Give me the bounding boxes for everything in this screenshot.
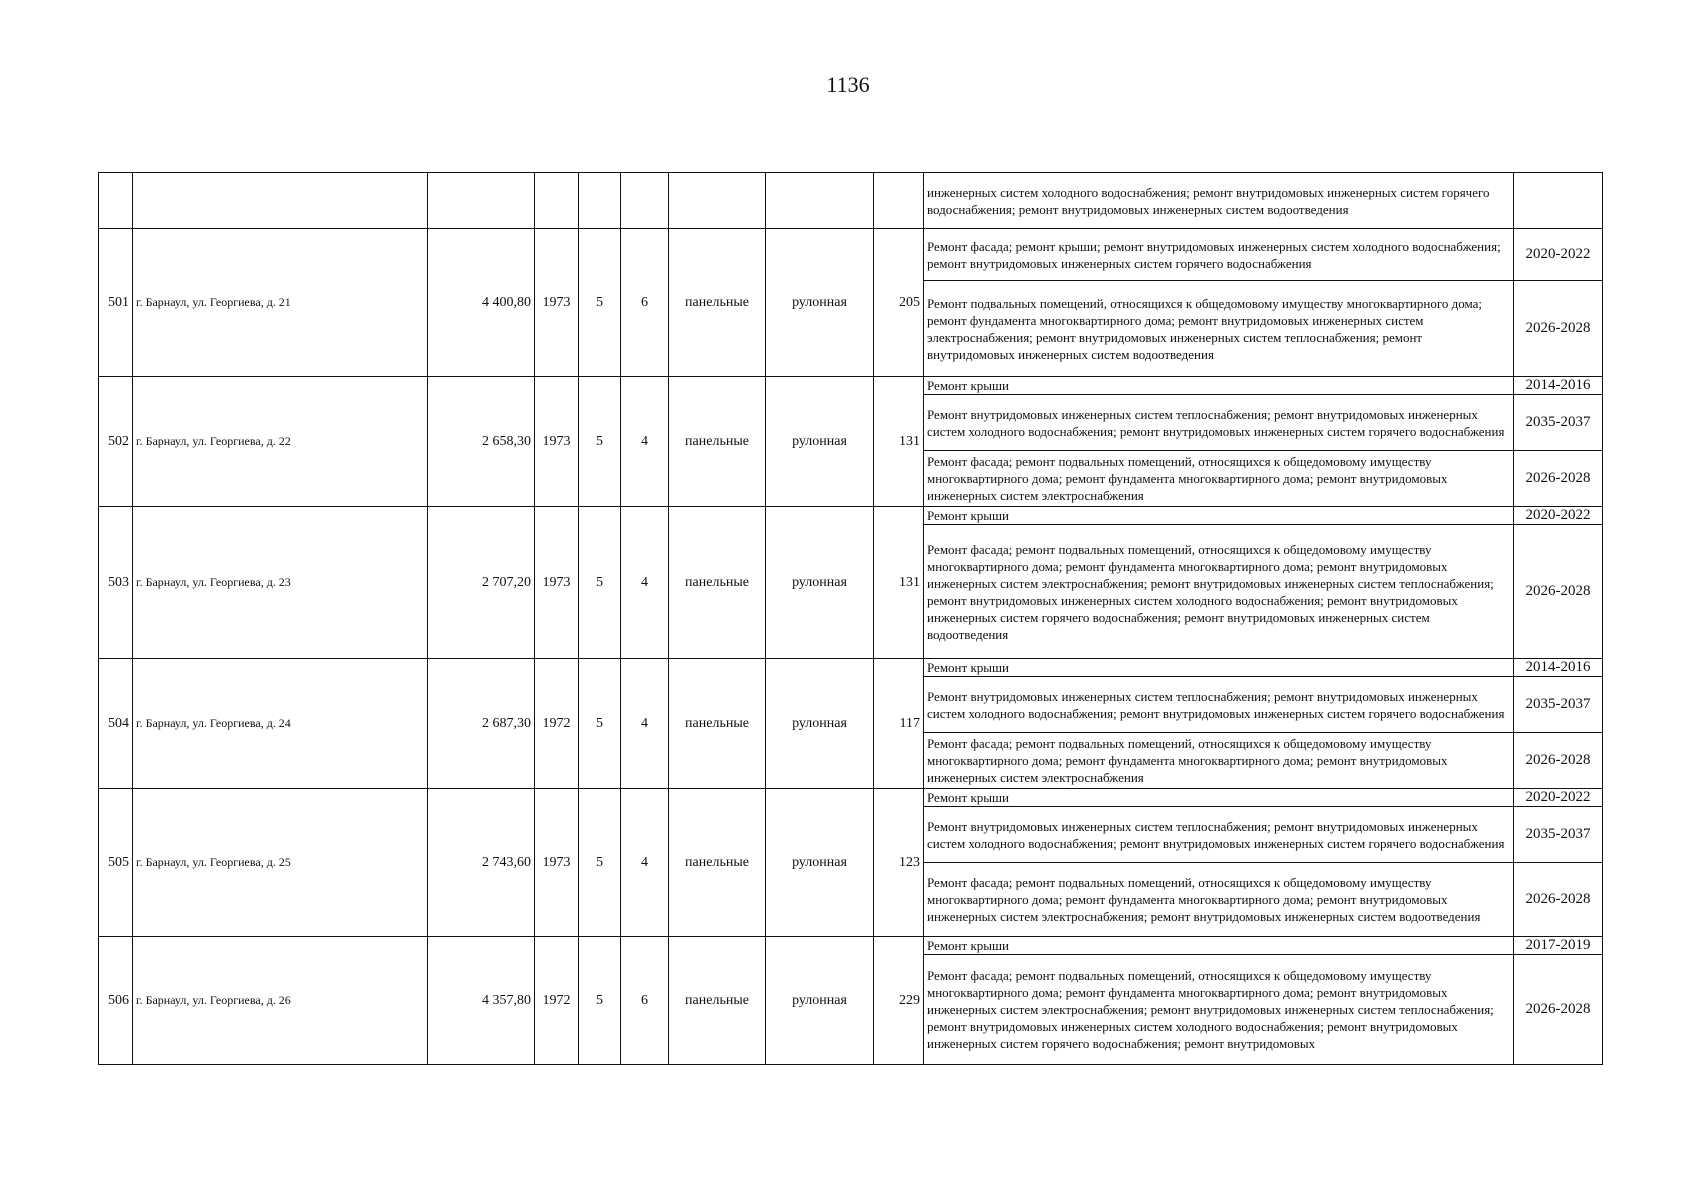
table-row <box>99 659 1603 677</box>
cell-blank <box>669 173 766 229</box>
cell-blank <box>99 173 133 229</box>
wall-material: панельные <box>669 659 766 789</box>
floor-count: 5 <box>579 937 621 1065</box>
wall-material: панельные <box>669 507 766 659</box>
table-row <box>99 937 1603 955</box>
resident-count: 131 <box>874 377 924 507</box>
cell-blank <box>579 173 621 229</box>
wall-material: панельные <box>669 789 766 937</box>
build-year: 1972 <box>535 937 579 1065</box>
entrance-count: 4 <box>621 377 669 507</box>
house-address: г. Барнаул, ул. Георгиева, д. 26 <box>133 937 428 1065</box>
cell-blank <box>874 173 924 229</box>
floor-count: 5 <box>579 507 621 659</box>
work-description: Ремонт внутридомовых инженерных систем теплоснабжения; ремонт внутридомовых инженерных систем холодного водоснабжения; ремонт внутридомовых инженерных систем горячего водоснабжения <box>924 395 1514 451</box>
entrance-count: 6 <box>621 229 669 377</box>
repair-period: 2017-2019 <box>1514 937 1603 955</box>
floor-count: 5 <box>579 789 621 937</box>
repair-period: 2026-2028 <box>1514 525 1603 659</box>
roof-type: рулонная <box>766 507 874 659</box>
row-number: 501 <box>99 229 133 377</box>
work-description: Ремонт крыши <box>924 789 1514 807</box>
floor-count: 5 <box>579 659 621 789</box>
repair-period: 2026-2028 <box>1514 281 1603 377</box>
page-number: 1136 <box>826 72 870 97</box>
build-year: 1973 <box>535 377 579 507</box>
work-description: Ремонт фасада; ремонт подвальных помещений, относящихся к общедомовому имуществу многоквартирного дома; ремонт фундамента многоквартирного дома; ремонт внутридомовых инженерных систем электроснабжения; ремонт внутридомовых инженерных систем теплоснабжения; ремонт внутридомовых инженерных систем холодного водоснабжения; ремонт внутридомовых инженерных систем горячего водоснабжения; ремонт внутридомовых <box>924 955 1514 1065</box>
total-area: 4 400,80 <box>428 229 535 377</box>
table-row <box>99 789 1603 807</box>
house-address: г. Барнаул, ул. Георгиева, д. 23 <box>133 507 428 659</box>
work-description: Ремонт фасада; ремонт подвальных помещений, относящихся к общедомовому имуществу многоквартирного дома; ремонт фундамента многоквартирного дома; ремонт внутридомовых инженерных систем электроснабжения <box>924 733 1514 789</box>
row-number: 505 <box>99 789 133 937</box>
total-area: 2 707,20 <box>428 507 535 659</box>
total-area: 2 658,30 <box>428 377 535 507</box>
build-year: 1973 <box>535 789 579 937</box>
housing-register-table <box>98 172 1603 1065</box>
repair-period: 2026-2028 <box>1514 863 1603 937</box>
build-year: 1972 <box>535 659 579 789</box>
table-row <box>99 229 1603 281</box>
roof-type: рулонная <box>766 937 874 1065</box>
repair-period: 2026-2028 <box>1514 451 1603 507</box>
floor-count: 5 <box>579 377 621 507</box>
repair-period: 2014-2016 <box>1514 659 1603 677</box>
roof-type: рулонная <box>766 789 874 937</box>
table-body <box>99 173 1603 1065</box>
repair-period: 2020-2022 <box>1514 507 1603 525</box>
house-address: г. Барнаул, ул. Георгиева, д. 25 <box>133 789 428 937</box>
work-description: Ремонт подвальных помещений, относящихся к общедомовому имуществу многоквартирного дома; ремонт фундамента многоквартирного дома; ремонт внутридомовых инженерных систем электроснабжения; ремонт внутридомовых инженерных систем теплоснабжения; ремонт внутридомовых инженерных систем водоотведения <box>924 281 1514 377</box>
row-number: 506 <box>99 937 133 1065</box>
repair-period <box>1514 173 1603 229</box>
table-row <box>99 507 1603 525</box>
continuation-row <box>99 173 1603 229</box>
build-year: 1973 <box>535 229 579 377</box>
roof-type: рулонная <box>766 229 874 377</box>
entrance-count: 4 <box>621 659 669 789</box>
roof-type: рулонная <box>766 659 874 789</box>
row-number: 502 <box>99 377 133 507</box>
resident-count: 229 <box>874 937 924 1065</box>
work-description: инженерных систем холодного водоснабжения; ремонт внутридомовых инженерных систем горячего водоснабжения; ремонт внутридомовых инженерных систем водоотведения <box>924 173 1514 229</box>
entrance-count: 4 <box>621 507 669 659</box>
cell-blank <box>428 173 535 229</box>
build-year: 1973 <box>535 507 579 659</box>
cell-blank <box>133 173 428 229</box>
total-area: 2 743,60 <box>428 789 535 937</box>
roof-type: рулонная <box>766 377 874 507</box>
wall-material: панельные <box>669 377 766 507</box>
table-row <box>99 377 1603 395</box>
work-description: Ремонт крыши <box>924 507 1514 525</box>
row-number: 504 <box>99 659 133 789</box>
work-description: Ремонт фасада; ремонт подвальных помещений, относящихся к общедомовому имуществу многоквартирного дома; ремонт фундамента многоквартирного дома; ремонт внутридомовых инженерных систем электроснабжения; ремонт внутридомовых инженерных систем водоотведения <box>924 863 1514 937</box>
total-area: 2 687,30 <box>428 659 535 789</box>
work-description: Ремонт крыши <box>924 937 1514 955</box>
house-address: г. Барнаул, ул. Георгиева, д. 21 <box>133 229 428 377</box>
repair-period: 2020-2022 <box>1514 229 1603 281</box>
wall-material: панельные <box>669 229 766 377</box>
repair-period: 2026-2028 <box>1514 955 1603 1065</box>
cell-blank <box>766 173 874 229</box>
repair-period: 2026-2028 <box>1514 733 1603 789</box>
work-description: Ремонт фасада; ремонт подвальных помещений, относящихся к общедомовому имуществу многоквартирного дома; ремонт фундамента многоквартирного дома; ремонт внутридомовых инженерных систем электроснабжения; ремонт внутридомовых инженерных систем теплоснабжения; ремонт внутридомовых инженерных систем холодного водоснабжения; ремонт внутридомовых инженерных систем горячего водоснабжения; ремонт внутридомовых инженерных систем водоотведения <box>924 525 1514 659</box>
work-description: Ремонт крыши <box>924 659 1514 677</box>
house-address: г. Барнаул, ул. Георгиева, д. 24 <box>133 659 428 789</box>
work-description: Ремонт фасада; ремонт крыши; ремонт внутридомовых инженерных систем холодного водоснабжения; ремонт внутридомовых инженерных систем горячего водоснабжения <box>924 229 1514 281</box>
work-description: Ремонт крыши <box>924 377 1514 395</box>
house-address: г. Барнаул, ул. Георгиева, д. 22 <box>133 377 428 507</box>
entrance-count: 6 <box>621 937 669 1065</box>
resident-count: 117 <box>874 659 924 789</box>
work-description: Ремонт внутридомовых инженерных систем теплоснабжения; ремонт внутридомовых инженерных систем холодного водоснабжения; ремонт внутридомовых инженерных систем горячего водоснабжения <box>924 677 1514 733</box>
row-number: 503 <box>99 507 133 659</box>
repair-period: 2035-2037 <box>1514 395 1603 451</box>
work-description: Ремонт внутридомовых инженерных систем теплоснабжения; ремонт внутридомовых инженерных систем холодного водоснабжения; ремонт внутридомовых инженерных систем горячего водоснабжения <box>924 807 1514 863</box>
repair-period: 2014-2016 <box>1514 377 1603 395</box>
floor-count: 5 <box>579 229 621 377</box>
resident-count: 131 <box>874 507 924 659</box>
cell-blank <box>621 173 669 229</box>
entrance-count: 4 <box>621 789 669 937</box>
total-area: 4 357,80 <box>428 937 535 1065</box>
resident-count: 205 <box>874 229 924 377</box>
repair-period: 2020-2022 <box>1514 789 1603 807</box>
cell-blank <box>535 173 579 229</box>
repair-period: 2035-2037 <box>1514 807 1603 863</box>
repair-period: 2035-2037 <box>1514 677 1603 733</box>
resident-count: 123 <box>874 789 924 937</box>
work-description: Ремонт фасада; ремонт подвальных помещений, относящихся к общедомовому имуществу многоквартирного дома; ремонт фундамента многоквартирного дома; ремонт внутридомовых инженерных систем электроснабжения <box>924 451 1514 507</box>
wall-material: панельные <box>669 937 766 1065</box>
